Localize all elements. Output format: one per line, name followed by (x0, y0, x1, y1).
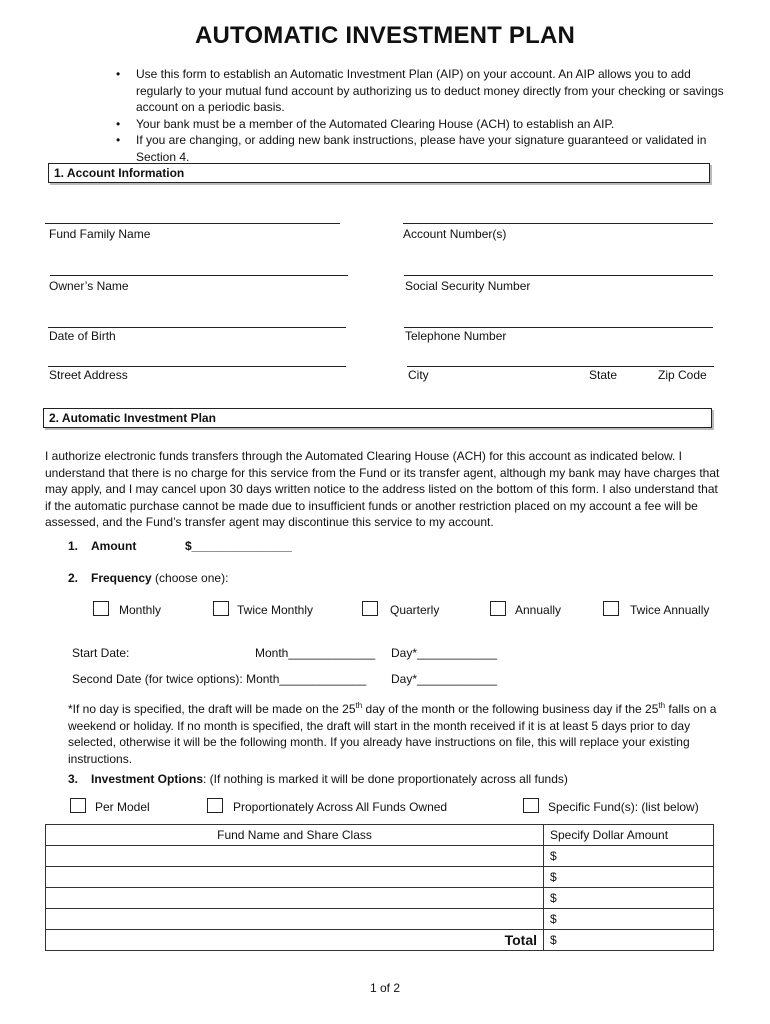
options-label (91, 772, 568, 786)
ssn-label: Social Security Number (405, 279, 531, 293)
annually-label: Annually (515, 603, 562, 617)
city-label: City (408, 368, 429, 382)
bullet-item (110, 116, 725, 133)
fund-family-label: Fund Family Name (49, 227, 151, 241)
fund-name-cell[interactable] (46, 909, 544, 930)
fund-name-cell[interactable] (46, 867, 544, 888)
amount-input[interactable]: $_______________ (185, 539, 292, 553)
table-row (46, 888, 714, 909)
city-state-zip-field[interactable] (407, 366, 714, 367)
dollar-amount-cell[interactable]: $ (544, 888, 714, 909)
street-label: Street Address (49, 368, 128, 382)
frequency-label-text: Frequency (91, 571, 152, 585)
footnote-part: falls on a weekend or holiday. If no month is specified, the draft will start in the month received if it is at least 5 days prior to day selected, otherwise it will be the following month. If you already have instructions on file, this will replace your existing instructions. (68, 702, 717, 766)
total-row (46, 930, 714, 951)
footnote-part: day of the month or the following business day if the 25 (362, 702, 659, 716)
authorization-paragraph: I authorize electronic funds transfers through the Automated Clearing House (ACH) for this account as indicated below. I understand that there is no charge for this service from the Fund or its transfer agent, although my bank may have charges that may apply, and I may cancel upon 30 days written notice to the address listed on the bottom of this form. I also understand that if the automatic purchase cannot be made due to insufficient funds or another restriction placed on my account a fee will be assessed, and the Fund’s transfer agent may discontinue this service to my account. (45, 449, 720, 529)
quarterly-checkbox[interactable] (362, 601, 378, 616)
quarterly-label: Quarterly (390, 603, 440, 617)
table-row (46, 846, 714, 867)
start-day-field[interactable]: Day*____________ (391, 646, 498, 660)
fund-name-cell[interactable] (46, 846, 544, 867)
fund-name-cell[interactable] (46, 888, 544, 909)
per-model-label: Per Model (95, 800, 150, 814)
draft-footnote (68, 698, 724, 767)
dollar-amount-cell[interactable]: $ (544, 909, 714, 930)
per-model-checkbox[interactable] (70, 798, 86, 813)
bullet-icon: • (116, 133, 121, 147)
second-date-month-field[interactable]: Second Date (for twice options): Month_____________ (72, 672, 367, 686)
bullet-text: If you are changing, or adding new bank instructions, please have your signature guaranteed or validated in Section 4. (136, 133, 707, 164)
start-month-field[interactable]: Month_____________ (255, 646, 376, 660)
frequency-label (91, 571, 228, 585)
bullet-item (110, 66, 725, 116)
fund-name-header: Fund Name and Share Class (46, 825, 544, 846)
footnote-sup: th (355, 701, 363, 710)
annually-checkbox[interactable] (490, 601, 506, 616)
zip-label: Zip Code (658, 368, 707, 382)
proportional-label: Proportionately Across All Funds Owned (233, 800, 448, 814)
phone-field[interactable] (404, 327, 713, 328)
account-number-field[interactable] (403, 223, 713, 224)
dollar-amount-cell[interactable]: $ (544, 846, 714, 867)
frequency-label-suffix: (choose one): (151, 571, 229, 585)
dob-field[interactable] (48, 327, 346, 328)
street-field[interactable] (48, 366, 346, 367)
bullet-icon: • (116, 116, 121, 131)
footnote-sup: th (658, 701, 666, 710)
dollar-amount-header: Specify Dollar Amount (544, 825, 714, 846)
bullet-text: Use this form to establish an Automatic Investment Plan (AIP) on your account. An AIP allows you to add regularly to your mutual fund account by authorizing us to deduct money directly from your checking or savings account on a periodic basis. (136, 67, 724, 114)
total-label: Total (46, 930, 544, 951)
proportional-checkbox[interactable] (207, 798, 223, 813)
dob-label: Date of Birth (49, 329, 116, 343)
dollar-amount-cell[interactable]: $ (544, 867, 714, 888)
bullet-text: Your bank must be a member of the Automated Clearing House (ACH) to establish an AIP. (136, 116, 615, 131)
ssn-field[interactable] (404, 275, 713, 276)
section1-header: 1. Account Information (48, 163, 710, 183)
options-number: 3. (68, 772, 79, 786)
fund-family-field[interactable] (45, 223, 340, 224)
frequency-number: 2. (68, 571, 79, 585)
funds-table (45, 824, 714, 951)
twice-monthly-checkbox[interactable] (213, 601, 229, 616)
section2-header: 2. Automatic Investment Plan (43, 408, 712, 428)
start-date-label: Start Date: (72, 646, 130, 660)
amount-number: 1. (68, 539, 79, 553)
table-header-row (46, 825, 714, 846)
twice-annually-label: Twice Annually (630, 603, 710, 617)
owner-name-label: Owner’s Name (49, 279, 129, 293)
owner-name-field[interactable] (50, 275, 348, 276)
table-row (46, 909, 714, 930)
twice-annually-checkbox[interactable] (603, 601, 619, 616)
twice-monthly-label: Twice Monthly (237, 603, 314, 617)
monthly-checkbox[interactable] (93, 601, 109, 616)
page-title: AUTOMATIC INVESTMENT PLAN (194, 22, 576, 49)
options-label-text: Investment Options (91, 772, 204, 786)
options-label-suffix: : (If nothing is marked it will be done proportionately across all funds) (203, 772, 568, 786)
intro-bullets (110, 66, 725, 165)
account-number-label: Account Number(s) (403, 227, 507, 241)
second-day-field[interactable]: Day*____________ (391, 672, 498, 686)
specific-funds-label: Specific Fund(s): (list below) (548, 800, 699, 814)
state-label: State (589, 368, 618, 382)
phone-label: Telephone Number (405, 329, 507, 343)
footnote-part: *If no day is specified, the draft will be made on the 25 (68, 702, 356, 716)
amount-label: Amount (91, 539, 137, 553)
total-amount-cell[interactable]: $ (544, 930, 714, 951)
bullet-item (110, 132, 725, 165)
monthly-label: Monthly (119, 603, 162, 617)
bullet-icon: • (116, 67, 121, 81)
table-row (46, 867, 714, 888)
specific-funds-checkbox[interactable] (523, 798, 539, 813)
page-number: 1 of 2 (369, 981, 401, 995)
